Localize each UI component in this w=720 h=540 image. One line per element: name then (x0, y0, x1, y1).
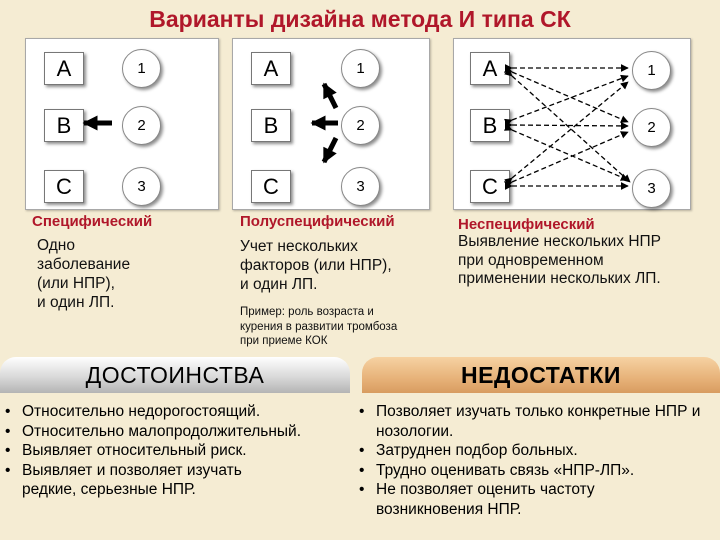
list-item: • Позволяет изучать только конкретные НПР и нозологии. (356, 402, 706, 441)
note-line: Пример: роль возраста и (240, 306, 374, 318)
list-item: • Затруднен подбор больных. (356, 441, 706, 461)
disadvantages-banner: НЕДОСТАТКИ (362, 357, 720, 393)
semispecific-description (240, 237, 392, 294)
advantages-banner: ДОСТОИНСТВА (0, 357, 350, 393)
circle-1: 1 (341, 49, 380, 88)
circle-2: 2 (341, 106, 380, 145)
box-a: A (251, 52, 291, 85)
box-b: B (251, 109, 291, 142)
list-item: • Выявляет относительный риск. (2, 441, 354, 461)
desc-line: заболевание (37, 256, 131, 273)
box-b: B (470, 109, 510, 142)
desc-line: и один ЛП. (37, 294, 115, 311)
desc-line: Учет нескольких (240, 238, 358, 255)
nonspecific-description (458, 233, 661, 289)
semispecific-example (240, 305, 397, 349)
desc-line: при одновременном (458, 251, 604, 269)
desc-line: применении нескольких ЛП. (458, 270, 661, 287)
box-c: C (470, 170, 510, 203)
slide-title: Варианты дизайна метода И типа СК (149, 6, 571, 32)
nonspecific-heading: Неспецифический (458, 216, 595, 233)
desc-line: факторов (или НПР), (240, 257, 392, 274)
circle-1: 1 (632, 51, 671, 90)
list-item: • Относительно малопродолжительный. (2, 422, 354, 442)
note-line: курения в развитии тромбоза (240, 320, 398, 333)
semispecific-heading: Полуспецифический (240, 213, 395, 230)
panel-nonspecific (453, 38, 691, 210)
note-line: при приеме КОК (240, 335, 328, 347)
desc-line: Выявление нескольких НПР (458, 233, 662, 250)
circle-3: 3 (632, 169, 671, 208)
disadvantages-list (356, 402, 706, 519)
circle-1: 1 (122, 49, 161, 88)
circle-3: 3 (341, 167, 380, 206)
list-item: • Относительно недорогостоящий. (2, 402, 354, 422)
box-c: C (251, 170, 291, 203)
panel-semispecific (232, 38, 430, 210)
box-a: A (470, 52, 510, 85)
advantages-list (2, 402, 354, 500)
desc-line: Одно (37, 237, 75, 254)
box-b: B (44, 109, 84, 142)
box-c: C (44, 170, 84, 203)
specific-description (37, 236, 130, 312)
list-item: • Выявляет и позволяет изучать редкие, серьезные НПР. (2, 461, 282, 500)
panel-specific (25, 38, 219, 210)
desc-line: (или НПР), (37, 275, 115, 292)
specific-heading: Специфический (32, 213, 153, 230)
circle-2: 2 (632, 108, 671, 147)
list-item: • Не позволяет оценить частоту возникновения НПР. (356, 480, 676, 519)
circle-3: 3 (122, 167, 161, 206)
list-item: • Трудно оценивать связь «НПР-ЛП». (356, 461, 706, 481)
desc-line: и один ЛП. (240, 276, 318, 293)
circle-2: 2 (122, 106, 161, 145)
box-a: A (44, 52, 84, 85)
